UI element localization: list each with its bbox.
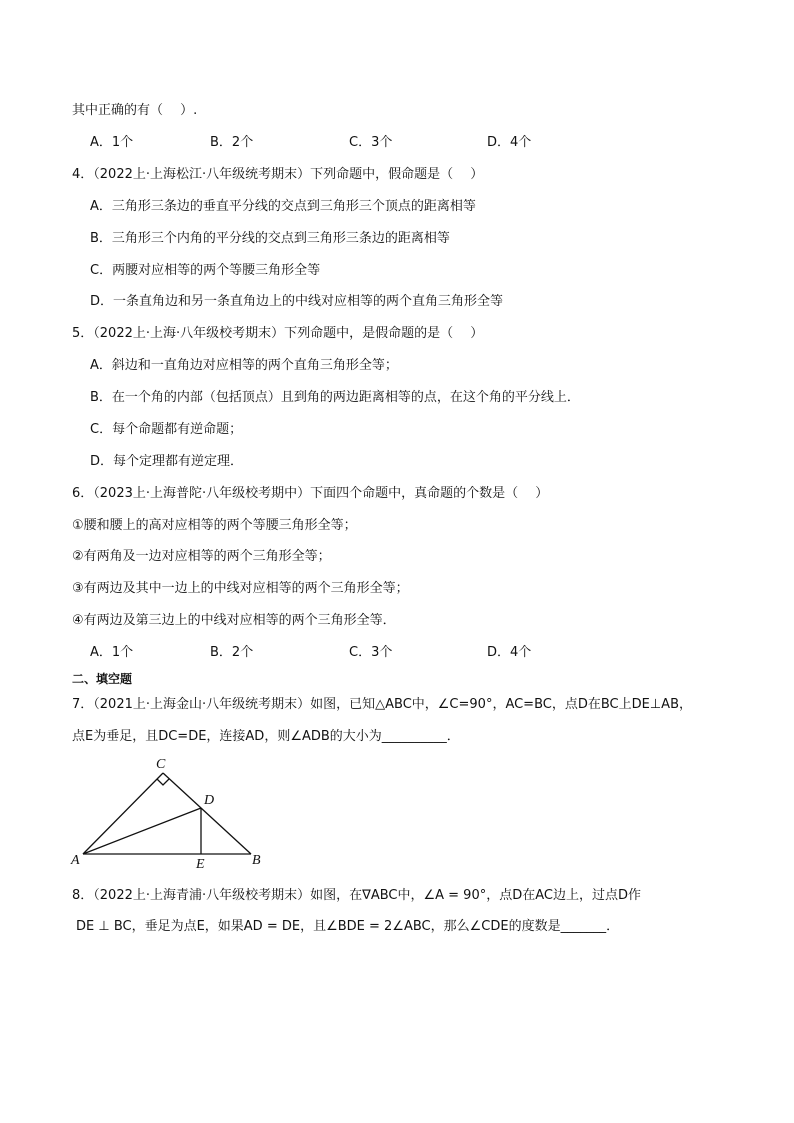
label-b: B	[252, 853, 261, 868]
q6-stem: 6．（2023上·上海普陀·八年级校考期中）下面四个命题中，真命题的个数是（ ）	[72, 486, 549, 501]
q3-tail: 其中正确的有（ ）.	[72, 103, 198, 118]
q8-line-1: 8．（2022上·上海青浦·八年级校考期末）如图，在∇ABC中，∠A = 90°，点D在AC边上，过点D作	[72, 888, 641, 903]
label-e: E	[196, 857, 205, 872]
q6-item-2: ②有两角及一边对应相等的两个三角形全等；	[72, 549, 331, 564]
label-a: A	[71, 853, 80, 868]
q4-option-c: C．两腰对应相等的两个等腰三角形全等	[90, 263, 321, 278]
q3-option-d: D．4个	[487, 135, 532, 150]
q5-option-b: B．在一个角的内部（包括顶点）且到角的两边距离相等的点，在这个角的平分线上．	[90, 390, 580, 405]
q3-option-c: C．3个	[349, 135, 393, 150]
right-angle-mark	[157, 779, 169, 785]
segment-ad	[83, 808, 201, 854]
q4-option-b: B．三角形三个内角的平分线的交点到三角形三条边的距离相等	[90, 231, 450, 246]
q4-option-a: A．三角形三条边的垂直平分线的交点到三角形三个顶点的距离相等	[90, 199, 476, 214]
q5-option-a: A．斜边和一直角边对应相等的两个直角三角形全等；	[90, 358, 398, 373]
q6-item-3: ③有两边及其中一边上的中线对应相等的两个三角形全等；	[72, 581, 409, 596]
q6-option-c: C．3个	[349, 645, 393, 660]
q7-line-1: 7．（2021上·上海金山·八年级统考期末）如图，已知△ABC中，∠C=90°，AC=BC，点D在BC上DE⊥AB，	[72, 697, 692, 712]
label-c: C	[156, 757, 166, 772]
q5-option-c: C．每个命题都有逆命题；	[90, 422, 243, 437]
q4-option-d: D．一条直角边和另一条直角边上的中线对应相等的两个直角三角形全等	[90, 294, 504, 309]
q6-option-b: B．2个	[210, 645, 254, 660]
q7-line-2: 点E为垂足，且DC=DE，连接AD，则∠ADB的大小为__________．	[72, 729, 460, 744]
segment-cb	[163, 773, 251, 854]
q6-option-a: A．1个	[90, 645, 134, 660]
section-heading: 二、填空题	[72, 672, 133, 686]
q5-stem: 5．（2022上·上海·八年级校考期末）下列命题中，是假命题的是（ ）	[72, 326, 484, 341]
label-d: D	[204, 793, 215, 808]
q3-option-b: B．2个	[210, 135, 254, 150]
segment-ac	[83, 773, 163, 854]
q8-line-2: DE ⊥ BC，垂足为点E，如果AD = DE，且∠BDE = 2∠ABC，那么∠CDE的度数是_______．	[76, 919, 620, 934]
q6-item-4: ④有两边及第三边上的中线对应相等的两个三角形全等．	[72, 613, 396, 628]
q7-triangle-figure	[68, 754, 288, 874]
q5-option-d: D．每个定理都有逆定理．	[90, 454, 244, 469]
q4-stem: 4．（2022上·上海松江·八年级统考期末）下列命题中，假命题是（ ）	[72, 167, 484, 182]
q3-option-a: A．1个	[90, 135, 134, 150]
q6-option-d: D．4个	[487, 645, 532, 660]
q6-item-1: ①腰和腰上的高对应相等的两个等腰三角形全等；	[72, 518, 357, 533]
